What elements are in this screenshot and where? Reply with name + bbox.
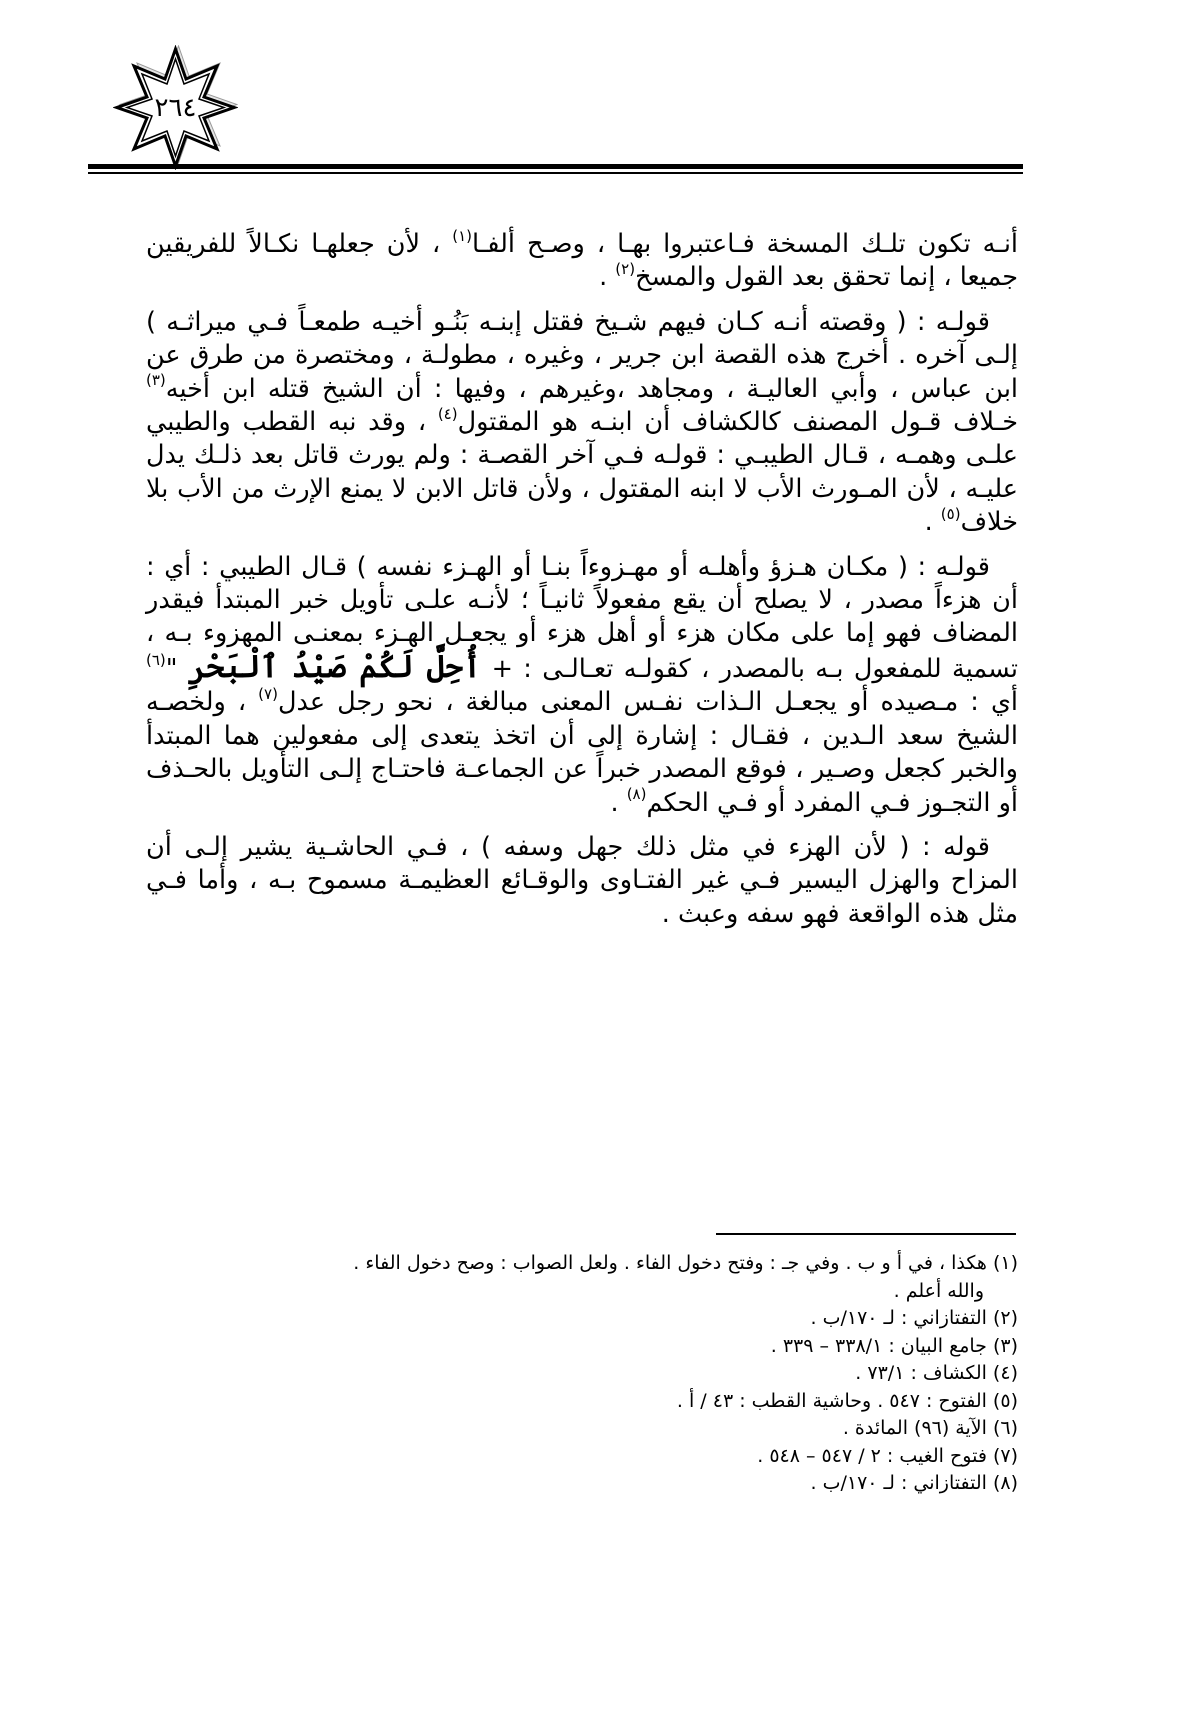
p1-text-c: . (599, 262, 616, 293)
p1-text-b: ، لأن جعلهـا نكـالاً للفريقين جميعا ، إنما تحقق بعد القول والمسخ (146, 229, 1018, 293)
footnotes (146, 1250, 1018, 1498)
footnote-4: (٤) الكشاف : ٧٣/١ . (855, 1362, 1018, 1384)
header-rule-thick (88, 164, 1023, 169)
footnote-ref-2: (٢) (615, 259, 636, 278)
p1-text-a: أنـه تكون تلـك المسخة فـاعتبروا بهـا ، وصـح ألفـا (471, 229, 1018, 259)
p3-text-b: " (165, 653, 188, 684)
page-number-badge (113, 45, 238, 170)
footnote-2: (٢) التفتازاني : لـ ١٧٠/ب . (810, 1307, 1018, 1329)
footnote-ref-8: (٨) (626, 785, 647, 803)
p4-text: قوله : ( لأن الهزء في مثل ذلك جهل وسفه ) ، فـي الحاشـية يشير إلـى أن المزاح والهزل اليسير فـي غير الفتـاوى والوقـائع العظيمـة مسموح بـه ، وأما فـي مثل هذه الواقعة فهو سفه وعبث . (146, 831, 1018, 929)
page-number: ٢٦٤ (154, 92, 197, 123)
footnote-ref-7: (٧) (258, 684, 278, 703)
paragraph-4 (146, 831, 1018, 931)
footnote-separator (716, 1233, 1016, 1235)
header-rule-thin (88, 172, 1023, 174)
footnote-ref-6: (٦) (146, 651, 166, 670)
footnote-3: (٣) جامع البيان : ٣٣٨/١ – ٣٣٩ . (770, 1334, 1018, 1357)
paragraph-2 (146, 306, 1018, 540)
quran-verse: أُحِلَّ لَكُمْ صَيْدُ ٱلْبَحْرِ (187, 648, 482, 685)
p2-text-c: ، وقد نبه القطب والطيبي علـى وهمـه ، قـال الطيبـي : قولـه فـي آخر القصـة : ولم يورث قاتل بعد ذلـك يدل عليـه ، لأن المـورث الأب لا ابنه المقتول ، ولأن قاتل الابن لا يمنع الإرث من الأب بلا خلاف (146, 407, 1018, 538)
footnote-ref-4: (٤) (437, 404, 458, 423)
footnote-5: (٥) الفتوح : ٥٤٧ . وحاشية القطب : ٤٣ / أ . (676, 1389, 1018, 1412)
footnote-8: (٨) التفتازاني : لـ ١٧٠/ب . (810, 1472, 1018, 1494)
footnote-ref-3: (٣) (146, 371, 166, 390)
p3-text-c: أي : مـصيده أو يجعـل الـذات نفـس المعنى مبالغة ، نحو رجل عدل (277, 687, 1018, 718)
p2-text-d: . (924, 507, 941, 538)
p3-text-e: . (610, 787, 627, 818)
footnote-ref-1: (١) (452, 226, 472, 245)
paragraph-3 (146, 551, 1018, 820)
footnote-1 (146, 1250, 1018, 1305)
p3-text-d: ، ولخصـه الشيخ سعد الـدين ، فقـال : إشارة إلى أن اتخذ يتعدى إلى مفعولين هما المبتدأ والخبر كجعل وصـير ، فوقع المصدر خبراً عن الجماعـة فاحتـاج إلـى التأويل بالحـذف أو التجـوز فـي المفرد أو فـي الحكم (146, 687, 1018, 818)
footnote-7: (٧) فتوح الغيب : ٢ / ٥٤٧ – ٥٤٨ . (757, 1444, 1018, 1467)
footnote-1-text: (١) هكذا ، في أ و ب . وفي جـ : وفتح دخول الفاء . ولعل الصواب : وصح دخول الفاء . (353, 1252, 1018, 1274)
paragraph-1 (146, 228, 1018, 295)
footnote-ref-5: (٥) (940, 504, 961, 523)
p2-text-a: قولـه : ( وقصته أنـه كـان فيهم شـيخ فقتل إبنـه بَنُـو أخيـه طمعـاً فـي ميراثـه ) إلـى آخره . أخرج هذه القصة ابن جرير ، وغيره ، مطولـة ، ومختصرة من طرق عن ابن عباس ، وأبي العاليـة ، ومجاهد ،وغيرهم ، وفيها : أن الشيخ قتله ابن أخيه (146, 306, 1018, 404)
footnote-6: (٦) الآية (٩٦) المائدة . (842, 1417, 1018, 1439)
main-text (146, 228, 1018, 942)
p2-text-b: خـلاف قـول المصنف كالكشاف أن ابنـه هو المقتول (457, 407, 1018, 438)
footnote-1-continuation: والله أعلم . (893, 1279, 984, 1302)
p3-text-a: قولـه : ( مكـان هـزؤ وأهلـه أو مهـزوءاً بنـا أو الهـزء نفسه ) قـال الطيبي : أي : أن هزءاً مصدر ، لا يصلح أن يقع مفعولاً ثانيـاً ؛ لأنـه علـى تأويل خبر المبتدأ فيقدر المضاف فهو إما على مكان هزء أو أهل هزء أو يجعـل الهـزء بمعنـى المهزوء بـه ، تسمية للمفعول بـه بالمصدر ، كقولـه تعـالـى : + (146, 551, 1018, 684)
